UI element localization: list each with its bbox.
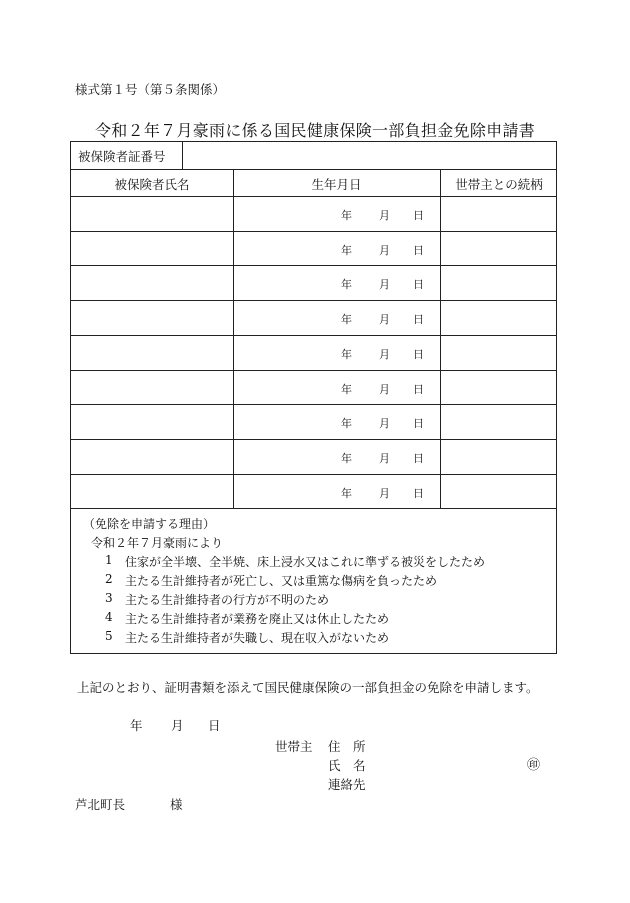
reason-text: 主たる生計維持者の行方が不明のため [125, 593, 330, 607]
date-month-unit: 月 [379, 209, 390, 222]
date-day-unit: 日 [413, 417, 424, 431]
date-year-unit: 年 [341, 417, 352, 431]
insured-number-label: 被保険者証番号 [78, 149, 166, 164]
application-statement: 上記のとおり、証明書類を添えて国民健康保険の一部負担金の免除を申請します。 [77, 680, 539, 695]
column-divider [440, 169, 441, 508]
table-row [71, 404, 556, 439]
date-day-unit: 日 [413, 278, 424, 292]
date-year-unit: 年 [341, 313, 352, 327]
date-day-unit: 日 [413, 313, 424, 327]
date-month-unit: 月 [379, 417, 390, 431]
reason-number: 2 [105, 572, 113, 586]
date-year-unit: 年 [341, 486, 352, 500]
date-day-unit: 日 [413, 382, 424, 396]
column-divider [233, 169, 234, 508]
reason-number: 1 [105, 553, 113, 567]
table-row [71, 439, 556, 474]
date-month-unit: 月 [379, 382, 390, 396]
name-label: 氏 名 [328, 758, 366, 773]
date-year-unit: 年 [341, 382, 352, 396]
date-day-unit: 日 [413, 347, 424, 361]
reason-text: 住家が全半壊、全半焼、床上浸水又はこれに準ずる被災をしたため [125, 555, 486, 569]
date-month-unit: 月 [379, 486, 390, 500]
reason-text: 主たる生計維持者が死亡し、又は重篤な傷病を負ったため [125, 574, 438, 588]
table-row [71, 474, 556, 509]
date-month-unit: 月 [379, 347, 390, 361]
date-day-label: 日 [208, 718, 221, 733]
table-row [71, 300, 556, 335]
reason-number: 5 [105, 629, 113, 643]
date-month-label: 月 [171, 718, 184, 733]
date-month-unit: 月 [379, 451, 390, 465]
insured-number-field[interactable] [183, 142, 556, 169]
date-month-unit: 月 [379, 313, 390, 327]
date-month-unit: 月 [379, 278, 390, 292]
header-birth-date: 生年月日 [311, 177, 362, 192]
table-row [71, 265, 556, 300]
reason-text: 主たる生計維持者が業務を廃止又は休止したため [125, 612, 390, 626]
household-head-label: 世帯主 [275, 739, 313, 754]
date-year-unit: 年 [341, 347, 352, 361]
reasons-heading: （免除を申請する理由） [83, 517, 216, 531]
addressee-title: 芦北町長 [75, 797, 126, 812]
date-year-unit: 年 [341, 451, 352, 465]
contact-label: 連絡先 [328, 777, 366, 792]
date-year-unit: 年 [341, 209, 352, 222]
table-row [71, 196, 556, 231]
row-divider [71, 169, 556, 170]
table-row [71, 231, 556, 266]
application-table [70, 141, 557, 654]
header-relationship: 世帯主との続柄 [455, 177, 543, 192]
form-number: 様式第１号（第５条関係） [75, 82, 226, 97]
header-insured-name: 被保険者氏名 [114, 177, 190, 192]
table-row [71, 335, 556, 370]
reason-text: 主たる生計維持者が失職し、現在収入がないため [125, 631, 390, 645]
reasons-subheading: 令和２年７月豪雨により [91, 536, 224, 550]
date-year-unit: 年 [341, 243, 352, 257]
addressee-honorific: 様 [170, 797, 183, 812]
reason-number: 3 [105, 591, 113, 605]
reason-number: 4 [105, 610, 113, 624]
date-day-unit: 日 [413, 451, 424, 465]
seal-mark: ㊞ [527, 758, 541, 773]
table-bottom-line [71, 508, 556, 509]
date-month-unit: 月 [379, 243, 390, 257]
date-year-label: 年 [130, 718, 143, 733]
document-title: 令和２年７月豪雨に係る国民健康保険一部負担金免除申請書 [94, 121, 536, 140]
table-row [71, 370, 556, 405]
address-label: 住 所 [328, 739, 366, 754]
date-day-unit: 日 [413, 243, 424, 257]
date-day-unit: 日 [413, 209, 424, 222]
date-year-unit: 年 [341, 278, 352, 292]
date-day-unit: 日 [413, 486, 424, 500]
